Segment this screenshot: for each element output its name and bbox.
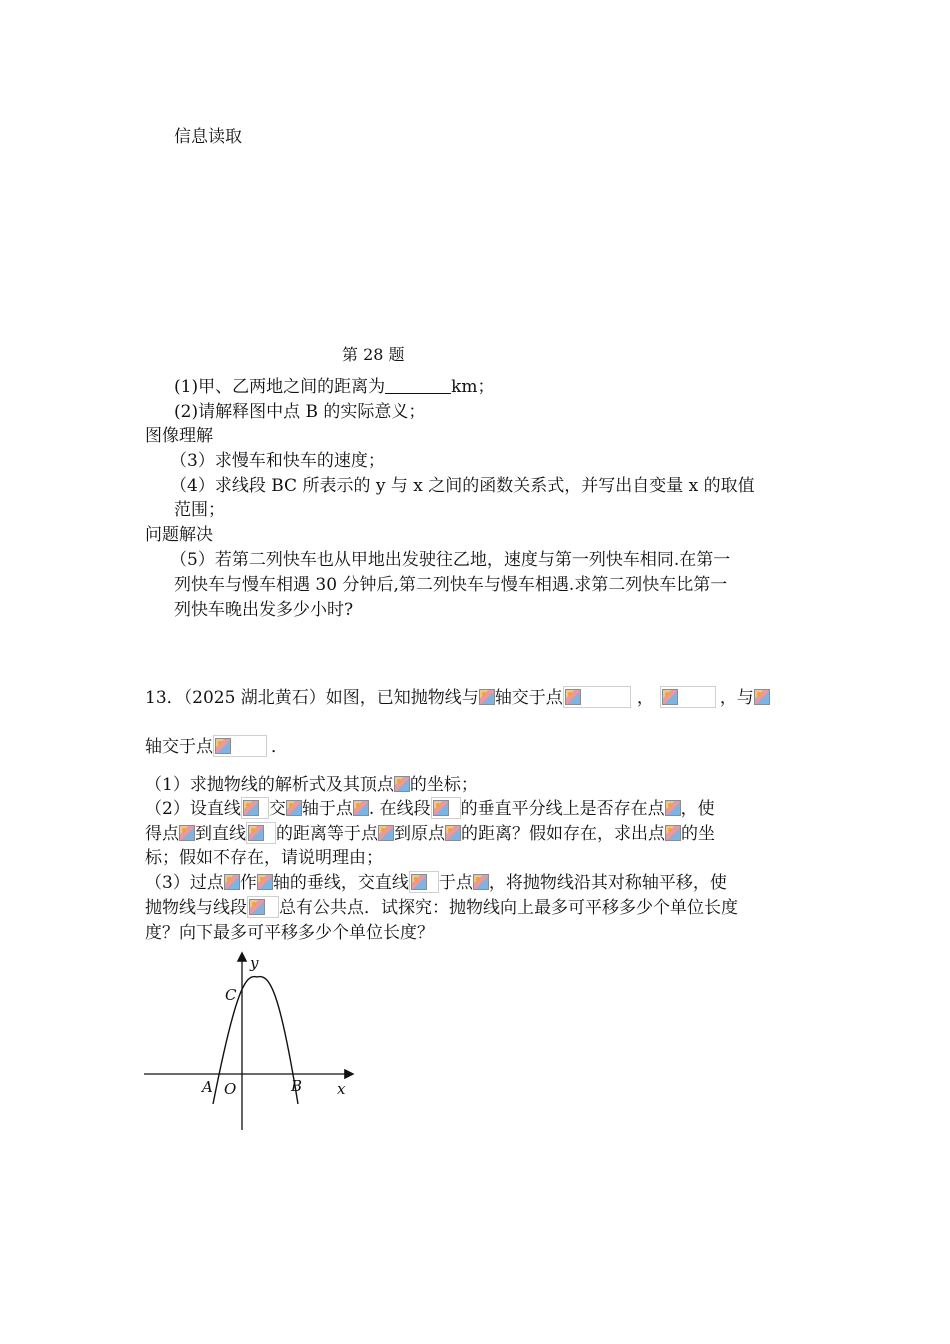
- text: 轴于点: [301, 799, 353, 819]
- problem-13-part-1: [145, 773, 478, 797]
- question-5-line-3: 列快车晚出发多少小时?: [174, 600, 354, 620]
- text: （1）求抛物线的解析式及其顶点: [145, 775, 394, 795]
- formula-image-icon: [433, 800, 449, 816]
- formula-image-box: [409, 871, 439, 893]
- x-axis-label: x: [337, 1080, 346, 1098]
- problem-13-part-3-line-1: [145, 871, 727, 895]
- answer-blank: [385, 377, 451, 394]
- text: 到直线: [195, 824, 246, 844]
- question-1: [174, 375, 495, 399]
- text: ，: [636, 688, 654, 708]
- problem-13-part-3-line-2: [145, 896, 738, 920]
- formula-image-icon: [665, 800, 681, 816]
- problem-13-part-2-line-3: 标；假如不存在，请说明理由；: [145, 848, 383, 868]
- formula-image-box: [660, 686, 716, 708]
- formula-image-icon: [378, 825, 394, 841]
- point-a-label: A: [202, 1078, 213, 1096]
- formula-image-icon: [179, 825, 195, 841]
- formula-image-icon: [248, 825, 264, 841]
- question-3: （3）求慢车和快车的速度；: [170, 451, 385, 471]
- formula-image-icon: [411, 874, 427, 890]
- formula-image-icon: [754, 689, 770, 705]
- formula-image-icon: [565, 689, 581, 705]
- formula-image-box: [431, 797, 461, 819]
- text: 轴交于点: [145, 737, 213, 757]
- text: 轴交于点: [494, 688, 563, 708]
- text: ．: [271, 737, 288, 757]
- parabola-figure: [140, 948, 370, 1138]
- text: ，与: [719, 688, 754, 708]
- formula-image-box: [246, 822, 276, 844]
- formula-image-icon: [445, 825, 461, 841]
- origin-label: O: [224, 1080, 237, 1098]
- question-1-unit: km；: [451, 377, 495, 397]
- heading-info-reading: 信息读取: [174, 127, 242, 147]
- text: 得点: [145, 824, 179, 844]
- heading-problem-solving: 问题解决: [145, 525, 213, 545]
- text: 轴的垂线，交直线: [272, 873, 409, 893]
- text: 的坐标；: [409, 775, 478, 795]
- text: 作: [239, 873, 257, 893]
- problem-13-part-2-line-1: [145, 797, 715, 821]
- formula-image-icon: [257, 874, 273, 890]
- formula-image-box: [213, 735, 267, 757]
- text: 于点: [438, 873, 473, 893]
- text: 抛物线与线段: [145, 898, 247, 918]
- problem-13-part-2-line-2: [145, 822, 715, 846]
- text: （3）过点: [145, 873, 224, 893]
- formula-image-icon: [473, 874, 489, 890]
- heading-graph-understanding: 图像理解: [145, 426, 213, 446]
- text: 的坐: [681, 824, 715, 844]
- point-b-label: B: [291, 1077, 303, 1095]
- text: 到原点: [394, 824, 445, 844]
- formula-image-icon: [249, 899, 265, 915]
- text: ，使: [680, 799, 715, 819]
- problem-13-part-3-line-3: 度？向下最多可平移多少个单位长度？: [145, 923, 434, 943]
- text: 的垂直平分线上是否存在点: [460, 799, 665, 819]
- question-5-line-2: 列快车与慢车相遇 30 分钟后,第二列快车与慢车相遇.求第二列快车比第一: [174, 575, 728, 595]
- formula-image-box: [247, 896, 279, 918]
- text: . 在线段: [368, 799, 431, 819]
- formula-image-box: [563, 686, 631, 708]
- formula-image-icon: [243, 800, 259, 816]
- y-axis-label: y: [250, 954, 259, 972]
- formula-image-icon: [662, 689, 678, 705]
- text: （2）设直线: [145, 799, 241, 819]
- formula-image-icon: [665, 825, 681, 841]
- formula-image-icon: [479, 689, 495, 705]
- problem-13-line-1: [145, 686, 770, 710]
- text: 总有公共点．试探究：抛物线向上最多可平移多少个单位长度: [279, 898, 738, 918]
- formula-image-icon: [286, 800, 302, 816]
- text: ，将抛物线沿其对称轴平移，使: [488, 873, 727, 893]
- figure-caption: 第 28 题: [342, 345, 405, 364]
- text: 13．（2025 湖北黄石）如图，已知抛物线与: [145, 688, 479, 708]
- question-2: (2)请解释图中点 B 的实际意义；: [174, 402, 426, 422]
- point-c-label: C: [225, 986, 237, 1004]
- question-4-line-2: 范围；: [174, 500, 225, 520]
- formula-image-box: [241, 797, 269, 819]
- problem-13-line-2: [145, 735, 288, 759]
- formula-image-icon: [394, 776, 410, 792]
- text: 交: [268, 799, 286, 819]
- text: 的距离？假如存在，求出点: [461, 824, 665, 844]
- question-1-text: (1)甲、乙两地之间的距离为: [174, 377, 386, 397]
- formula-image-icon: [353, 800, 369, 816]
- question-5-line-1: （5）若第二列快车也从甲地出发驶往乙地，速度与第一列快车相同.在第一: [170, 550, 731, 570]
- formula-image-icon: [215, 738, 231, 754]
- formula-image-icon: [224, 874, 240, 890]
- question-4-line-1: （4）求线段 BC 所表示的 y 与 x 之间的函数关系式，并写出自变量 x 的取值: [170, 476, 755, 496]
- text: 的距离等于点: [276, 824, 378, 844]
